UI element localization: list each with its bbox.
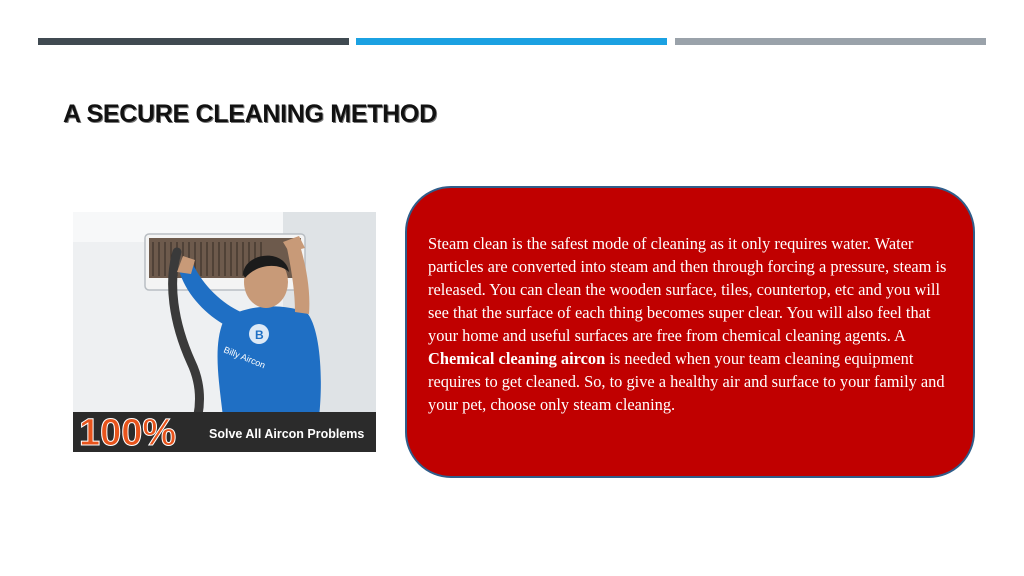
shirt-logo-text: Billy Aircon [222, 344, 267, 371]
accent-bar-dark [38, 38, 349, 45]
body-text-after: is needed when your team cleaning equipment requires to get cleaned. So, to give a healthy air and surface to your family and your pet, choose only steam cleaning. [428, 349, 945, 414]
content-box [405, 186, 975, 478]
accent-bar-gray [675, 38, 986, 45]
chemical-cleaning-link[interactable]: Chemical cleaning aircon [428, 349, 606, 368]
accent-bar-blue [356, 38, 667, 45]
body-paragraph [428, 232, 951, 416]
slide-title: A SECURE CLEANING METHOD [63, 100, 437, 128]
technician-photo [73, 212, 376, 452]
banner-text: Solve All Aircon Problems [209, 427, 365, 441]
percent-text: 100% [79, 412, 177, 452]
body-text-before: Steam clean is the safest mode of cleaning as it only requires water. Water particles are converted into steam and then through forcing a pressure, steam is released. You can clean the wooden surface, tiles, countertop, etc and you will see that the surface of each thing becomes super clear. You will also feel that your home and useful surfaces are free from chemical cleaning agents. A [428, 234, 947, 345]
svg-text:B: B [255, 328, 264, 342]
